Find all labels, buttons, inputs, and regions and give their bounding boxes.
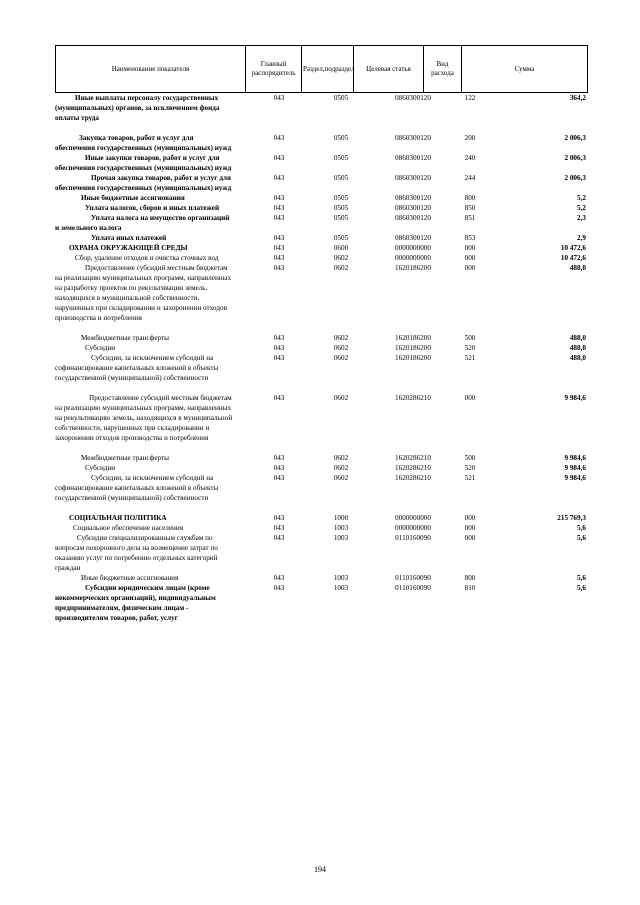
row-glav: 043 (273, 514, 285, 522)
row-razd: 0602 (333, 354, 349, 362)
header-name: Наименование показателя (56, 46, 246, 93)
row-cel: 0110160090 (395, 534, 431, 542)
row-cel: 0860300120 (395, 174, 431, 182)
row-sum: 2 006,3 (564, 174, 586, 182)
row-glav: 043 (273, 344, 285, 352)
row-razd: 0602 (333, 454, 349, 462)
row-sum: 5,6 (577, 574, 586, 582)
table-body (55, 93, 587, 623)
row-glav: 043 (273, 574, 285, 582)
row-sum: 2 006,3 (564, 134, 586, 142)
row-glav: 043 (273, 534, 285, 542)
row-sum: 488,0 (569, 334, 586, 342)
row-name: Субсидии, за исключением субсидий на софинансирование капитальных вложений в объекты государственной (муниципальной) собственности (55, 474, 219, 502)
table-row (55, 233, 587, 243)
table-row (55, 533, 587, 573)
table-row (55, 153, 587, 173)
row-sum: 10 472,6 (560, 254, 586, 262)
row-vid: 521 (464, 474, 476, 482)
row-sum: 5,6 (577, 524, 586, 532)
row-vid: 520 (464, 464, 476, 472)
row-vid: 000 (464, 534, 476, 542)
row-sum: 364,2 (569, 94, 586, 102)
row-name: Прочая закупка товаров, работ и услуг для обеспечения государственных (муниципальных) нужд (55, 174, 232, 192)
row-name: Социальное обеспечение населения (73, 524, 184, 532)
table-row (55, 473, 587, 503)
row-name: Субсидии специализированным службам по вопросам похоронного дела на возмещение затрат по оказанию услуг по погребению отдельных категорий граждан (55, 534, 218, 572)
row-cel: 1620186200 (395, 344, 431, 352)
table-row (55, 93, 587, 123)
row-spacer (55, 383, 587, 393)
row-cel: 0860300120 (395, 204, 431, 212)
table-header (55, 45, 588, 93)
table-row (55, 343, 587, 353)
row-vid: 853 (464, 234, 476, 242)
row-razd: 1003 (333, 534, 349, 542)
row-cel: 1620186200 (395, 354, 431, 362)
row-vid: 500 (464, 334, 476, 342)
header-razd: Раздел,подраздел (302, 46, 354, 93)
row-glav: 043 (273, 474, 285, 482)
table-row (55, 263, 587, 323)
row-vid: 810 (464, 584, 476, 592)
row-vid: 200 (464, 134, 476, 142)
row-razd: 0505 (333, 134, 349, 142)
row-razd: 0602 (333, 334, 349, 342)
row-cel: 1620286210 (395, 394, 431, 402)
row-vid: 520 (464, 344, 476, 352)
row-name: Уплата налогов, сборов и иных платежей (85, 204, 220, 212)
row-razd: 1003 (333, 584, 349, 592)
row-spacer (55, 323, 587, 333)
row-sum: 5,2 (577, 194, 586, 202)
row-cel: 0860300120 (395, 214, 431, 222)
table-row (55, 173, 587, 193)
row-sum: 215 769,3 (557, 514, 586, 522)
row-spacer (55, 503, 587, 513)
row-cel: 0000000000 (395, 524, 431, 532)
row-razd: 0602 (333, 344, 349, 352)
row-razd: 1003 (333, 524, 349, 532)
row-name: Субсидии (85, 344, 116, 352)
row-sum: 2 006,3 (564, 154, 586, 162)
row-razd: 0602 (333, 264, 349, 272)
header-glav: Главный распорядитель (246, 46, 302, 93)
row-glav: 043 (273, 204, 285, 212)
row-name: Иные бюджетные ассигнования (81, 194, 185, 202)
row-cel: 1620286210 (395, 464, 431, 472)
table-row (55, 513, 587, 523)
row-cel: 1620186200 (395, 334, 431, 342)
row-vid: 850 (464, 204, 476, 212)
row-razd: 0505 (333, 194, 349, 202)
row-glav: 043 (273, 214, 285, 222)
row-razd: 0505 (333, 234, 349, 242)
row-glav: 043 (273, 454, 285, 462)
row-glav: 043 (273, 234, 285, 242)
row-name: СОЦИАЛЬНАЯ ПОЛИТИКА (69, 514, 167, 522)
row-name: Иные закупки товаров, работ и услуг для обеспечения государственных (муниципальных) нужд (55, 154, 232, 172)
table-row (55, 463, 587, 473)
table-row (55, 523, 587, 533)
header-cel: Целевая статья (354, 46, 424, 93)
row-razd: 1000 (333, 514, 349, 522)
row-glav: 043 (273, 354, 285, 362)
row-razd: 0505 (333, 204, 349, 212)
table-row (55, 133, 587, 153)
row-glav: 043 (273, 174, 285, 182)
row-glav: 043 (273, 194, 285, 202)
table-row (55, 213, 587, 233)
row-name: Межбюджетные трансферты (81, 454, 169, 462)
row-cel: 1620186200 (395, 264, 431, 272)
row-cel: 0860300120 (395, 194, 431, 202)
table-row (55, 243, 587, 253)
table-row (55, 393, 587, 443)
row-sum: 488,0 (569, 264, 586, 272)
row-glav: 043 (273, 584, 285, 592)
row-vid: 000 (464, 394, 476, 402)
row-razd: 0602 (333, 474, 349, 482)
row-spacer (55, 123, 587, 133)
row-vid: 000 (464, 244, 476, 252)
row-sum: 9 984,6 (564, 454, 586, 462)
row-name: ОХРАНА ОКРУЖАЮЩЕЙ СРЕДЫ (69, 244, 188, 252)
header-vid: Вид расхода (424, 46, 462, 93)
row-cel: 0860300120 (395, 134, 431, 142)
row-razd: 0505 (333, 154, 349, 162)
row-cel: 0110160090 (395, 584, 431, 592)
row-cel: 0860300120 (395, 234, 431, 242)
row-sum: 2,9 (577, 234, 586, 242)
row-name: Закупка товаров, работ и услуг для обеспечения государственных (муниципальных) нужд (55, 134, 232, 152)
row-name: Предоставление субсидий местным бюджетам на реализацию муниципальных программ, направленных на разработку проектов по рекультивации земель, находящихся в муниципальной собственности, нарушенных при складировании и захоронении отходов производства и потребления (55, 264, 232, 322)
row-cel: 0000000000 (395, 514, 431, 522)
table-row (55, 453, 587, 463)
row-name: Сбор, удаление отходов и очистка сточных вод (75, 254, 219, 262)
row-vid: 122 (464, 94, 476, 102)
row-glav: 043 (273, 134, 285, 142)
row-razd: 0505 (333, 94, 349, 102)
row-razd: 0505 (333, 174, 349, 182)
row-vid: 000 (464, 524, 476, 532)
row-name: Иные выплаты персоналу государственных (муниципальных) органов, за исключением фонда оплаты труда (55, 94, 220, 122)
row-sum: 9 984,6 (564, 394, 586, 402)
row-cel: 0860300120 (395, 94, 431, 102)
header-sum: Сумма (462, 46, 588, 93)
row-spacer (55, 443, 587, 453)
row-sum: 5,6 (577, 584, 586, 592)
row-vid: 244 (464, 174, 476, 182)
row-vid: 800 (464, 194, 476, 202)
row-sum: 9 984,6 (564, 464, 586, 472)
row-vid: 800 (464, 574, 476, 582)
table-row (55, 583, 587, 623)
row-glav: 043 (273, 154, 285, 162)
row-name: Иные бюджетные ассигнования (81, 574, 179, 582)
row-name: Субсидии, за исключением субсидий на софинансирование капитальных вложений в объекты государственной (муниципальной) собственности (55, 354, 219, 382)
row-glav: 043 (273, 394, 285, 402)
row-name: Уплата иных платежей (91, 234, 167, 242)
table-row (55, 193, 587, 203)
row-sum: 5,2 (577, 204, 586, 212)
row-vid: 000 (464, 254, 476, 262)
row-glav: 043 (273, 464, 285, 472)
row-vid: 000 (464, 514, 476, 522)
row-cel: 0000000000 (395, 244, 431, 252)
row-sum: 488,0 (569, 344, 586, 352)
row-cel: 1620286210 (395, 454, 431, 462)
row-glav: 043 (273, 524, 285, 532)
table-row (55, 353, 587, 383)
row-sum: 2,3 (577, 214, 586, 222)
row-glav: 043 (273, 94, 285, 102)
row-razd: 0602 (333, 464, 349, 472)
row-glav: 043 (273, 244, 285, 252)
row-name: Субсидии (85, 464, 116, 472)
row-glav: 043 (273, 264, 285, 272)
row-razd: 0602 (333, 394, 349, 402)
row-cel: 0860300120 (395, 154, 431, 162)
row-sum: 488,0 (569, 354, 586, 362)
page-number: 194 (314, 865, 326, 874)
row-cel: 0110160090 (395, 574, 431, 582)
row-razd: 0600 (333, 244, 349, 252)
row-name: Предоставление субсидий местным бюджетам на реализацию муниципальных программ, направленных на рекультивацию земель, находящихся в муниципальной собственности, нарушенных при складировании и захоронении отходов производства и потребления (55, 394, 233, 442)
row-vid: 851 (464, 214, 476, 222)
row-cel: 1620286210 (395, 474, 431, 482)
row-glav: 043 (273, 334, 285, 342)
table-row (55, 333, 587, 343)
row-razd: 1003 (333, 574, 349, 582)
table-row (55, 253, 587, 263)
table-row (55, 203, 587, 213)
row-vid: 240 (464, 154, 476, 162)
row-glav: 043 (273, 254, 285, 262)
row-razd: 0602 (333, 254, 349, 262)
row-vid: 500 (464, 454, 476, 462)
table-row (55, 573, 587, 583)
row-sum: 5,6 (577, 534, 586, 542)
row-razd: 0505 (333, 214, 349, 222)
row-name: Субсидии юридическим лицам (кроме некоммерческих организаций), индивидуальным предпринимателям, физическим лицам - производителям товаров, работ, услуг (55, 584, 216, 622)
row-cel: 0000000000 (395, 254, 431, 262)
row-name: Уплата налога на имущество организаций и земельного налога (55, 214, 230, 232)
row-sum: 9 984,6 (564, 474, 586, 482)
row-sum: 10 472,6 (560, 244, 586, 252)
row-vid: 000 (464, 264, 476, 272)
row-vid: 521 (464, 354, 476, 362)
row-name: Межбюджетные трансферты (81, 334, 169, 342)
